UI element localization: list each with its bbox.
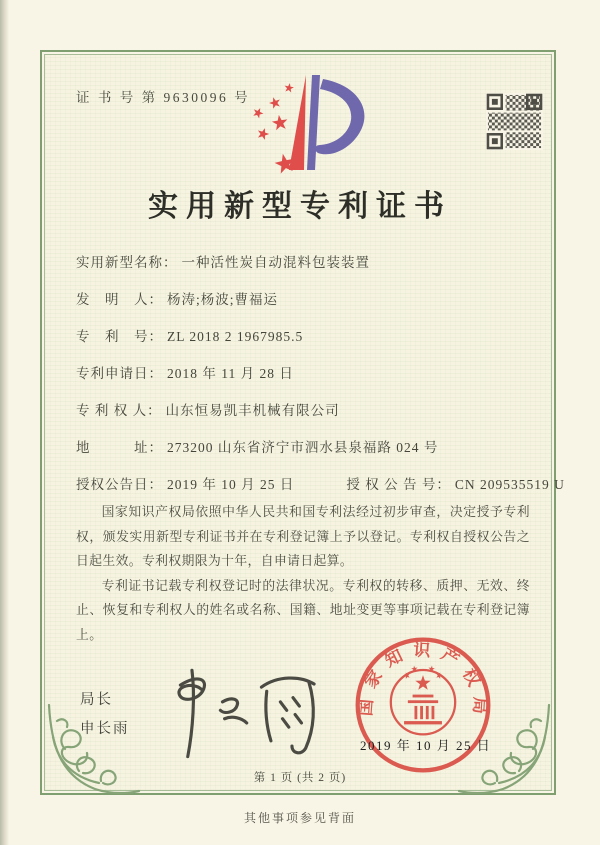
field-value: 杨涛;杨波;曹福运 <box>167 292 279 307</box>
signer-block <box>80 686 130 744</box>
seal-date: 2019 年 10 月 25 日 <box>360 738 492 753</box>
field-row-filing-date <box>76 362 536 382</box>
back-side-note: 其他事项参见背面 <box>243 811 356 825</box>
grant-date-value: 2019 年 10 月 25 日 <box>167 477 295 492</box>
seal-emblem-building <box>404 695 442 725</box>
field-row-address <box>76 436 536 456</box>
grant-no-label: 授 权 公 告 号： <box>346 477 451 492</box>
official-seal <box>352 634 494 776</box>
field-value: ZL 2018 2 1967985.5 <box>167 329 304 344</box>
signer-title: 局长 <box>80 692 113 708</box>
grant-date-label: 授权公告日： <box>76 477 163 492</box>
scan-edge-shadow <box>0 0 9 845</box>
certificate-number: 证 书 号 第 9630096 号 <box>76 90 251 105</box>
field-row-grant <box>76 473 565 493</box>
field-row-inventor <box>76 288 536 308</box>
legal-paragraphs <box>76 500 530 647</box>
grant-no-value: CN 209535519 U <box>454 477 565 492</box>
field-label: 实用新型名称： <box>76 255 178 270</box>
field-label: 发 明 人： <box>76 292 163 307</box>
field-row-patent-no <box>76 325 536 345</box>
field-value: 一种活性炭自动混料包装装置 <box>181 255 370 270</box>
legal-paragraph-2: 专利证书记载专利权登记时的法律状况。专利权的转移、质押、无效、终止、恢复和专利权人的姓名或名称、国籍、地址变更等事项记载在专利登记簿上。 <box>76 578 530 642</box>
field-value: 2018 年 11 月 28 日 <box>167 366 294 381</box>
qr-code-icon <box>486 93 543 150</box>
certificate-title: 实用新型专利证书 <box>148 190 452 223</box>
field-value: 山东恒易凯丰机械有限公司 <box>165 403 340 418</box>
field-value: 273200 山东省济宁市泗水县泉福路 024 号 <box>167 440 439 455</box>
field-label: 地 址： <box>76 440 163 455</box>
field-label: 专利申请日： <box>76 366 163 381</box>
field-label: 专 利 权 人： <box>76 403 162 418</box>
signer-name: 申长雨 <box>80 721 130 737</box>
field-label: 专 利 号： <box>76 329 163 344</box>
page-number: 第 1 页 (共 2 页) <box>253 772 347 784</box>
field-row-name <box>76 251 536 271</box>
signature-icon <box>150 664 335 764</box>
field-row-patentee <box>76 399 536 419</box>
legal-paragraph-1: 国家知识产权局依照中华人民共和国专利法经过初步审查，决定授予专利权，颁发实用新型专利证书并在专利登记簿上予以登记。专利权自授权公告之日起生效。专利权期限为十年，自申请日起算。 <box>76 505 530 569</box>
cnipa-logo-icon <box>248 70 380 182</box>
seal-ring-text: 国家知识产权局 <box>356 640 490 724</box>
